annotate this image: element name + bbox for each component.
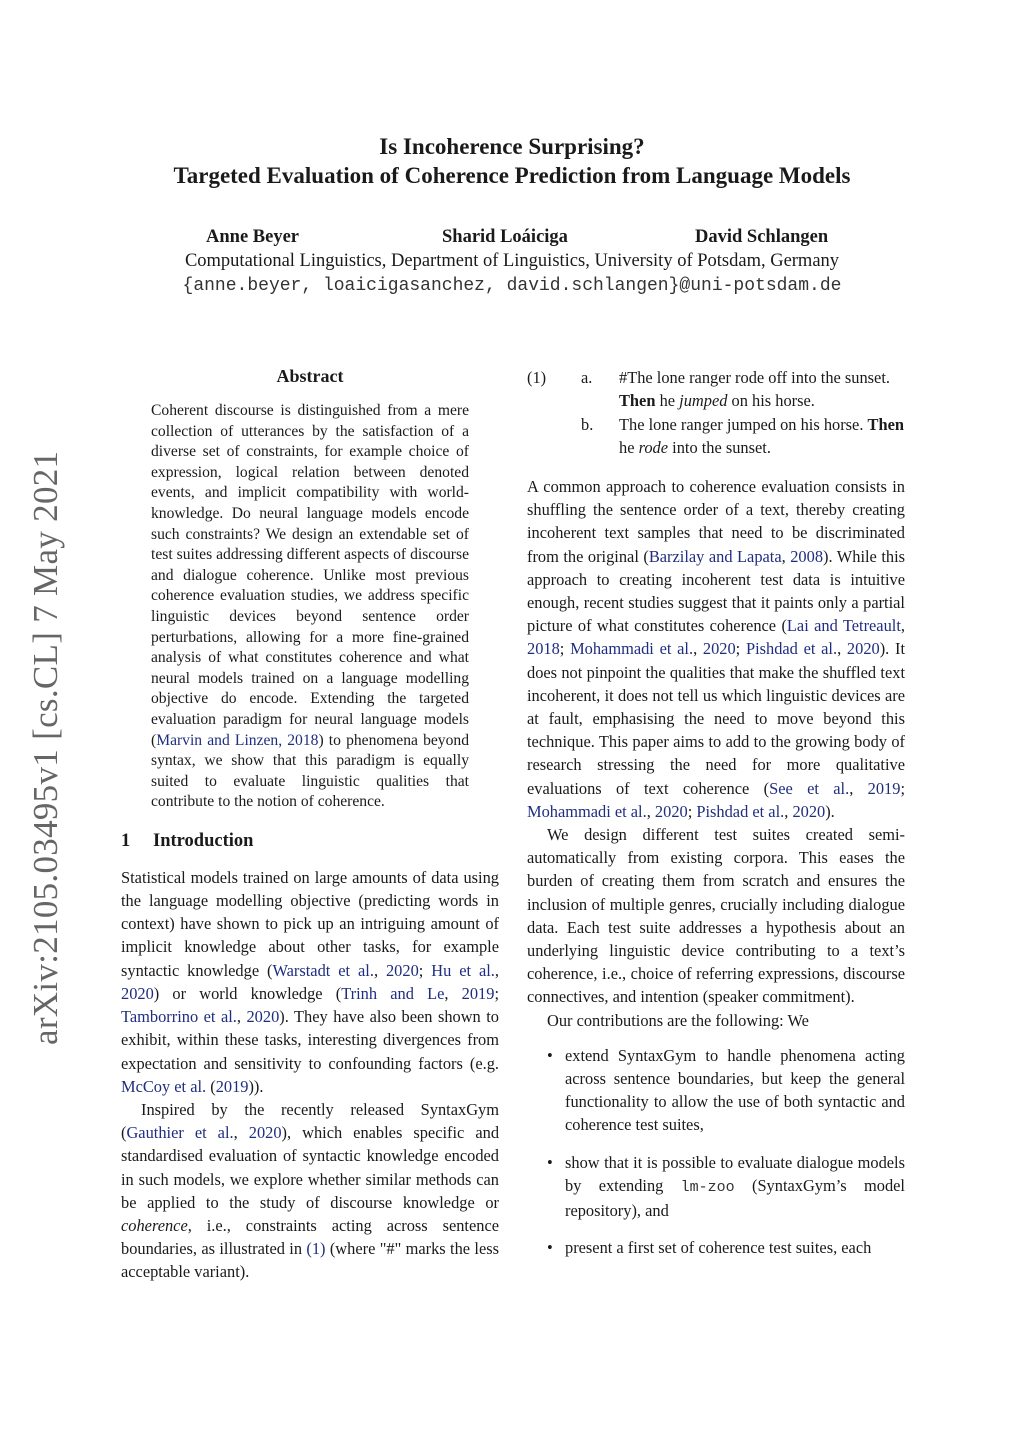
connective: Then xyxy=(619,391,656,411)
citation-link[interactable]: 2019 xyxy=(461,983,495,1003)
example-sentence-end: into the sunset. xyxy=(672,438,771,458)
paragraph-text: ). While this approach to creating incoherent test data is intuitive enough, recent studies suggest that it paints only a partial picture of what constitutes coherence ( xyxy=(527,546,906,636)
paragraph-text: ; xyxy=(559,639,571,659)
citation-link[interactable]: (1) xyxy=(306,1239,326,1259)
citation-link[interactable]: Pishdad et al. xyxy=(745,639,838,659)
abstract-heading: Abstract xyxy=(276,366,344,386)
example-sentence: The lone ranger jumped on his horse. xyxy=(619,415,864,434)
verb: rode xyxy=(638,438,669,458)
body-paragraph-1 xyxy=(527,475,905,823)
citation-link[interactable]: 2020 xyxy=(792,801,826,821)
pronoun: he xyxy=(619,438,635,458)
citation-link[interactable]: Tamborrino et al. xyxy=(121,1007,237,1027)
list-item xyxy=(527,1044,905,1137)
arxiv-identifier: arXiv:2105.03495v1 [cs.CL] 7 May 2021 xyxy=(26,450,65,1045)
paragraph-text: , xyxy=(849,778,868,798)
citation-link[interactable]: 2020 xyxy=(654,801,688,821)
citation-link[interactable]: Warstadt et al. xyxy=(272,960,374,980)
citation-link[interactable]: 2020 xyxy=(121,983,154,1003)
paragraph-text: ; xyxy=(735,639,746,659)
intro-paragraph-1 xyxy=(121,866,499,1098)
paragraph-text: ; xyxy=(900,778,905,798)
intro-paragraph-2 xyxy=(121,1098,499,1284)
paragraph-text: A common approach to coherence evaluation consists in shuffling the sentence order of a text, thereby creating incoherent text samples that need to be discriminated from the original ( xyxy=(527,477,905,566)
linguistic-example xyxy=(527,366,905,461)
connective: Then xyxy=(867,415,904,434)
paragraph-text: , xyxy=(784,801,793,821)
citation-link[interactable]: Lai and Tetreault xyxy=(786,616,901,636)
citation-link[interactable]: 2020 xyxy=(702,639,736,659)
citation-link[interactable]: Mohammadi et al. xyxy=(527,801,647,821)
example-sentence: #The lone ranger rode off into the sunset. xyxy=(619,368,890,387)
paragraph-text: , xyxy=(837,639,847,659)
citation-link[interactable]: Gauthier et al. xyxy=(126,1123,234,1143)
contribution-list xyxy=(527,1044,905,1260)
paragraph-text: , xyxy=(781,546,791,566)
citation-link[interactable]: McCoy et al. xyxy=(121,1076,207,1096)
list-item-text-end: (SyntaxGym’s model repository), and xyxy=(565,1175,905,1221)
paragraph-text: (where "#" marks the less acceptable variant). xyxy=(121,1239,499,1282)
body-paragraph-3: Our contributions are the following: We xyxy=(547,1010,809,1030)
list-item-text: extend SyntaxGym to handle phenomena acting across sentence boundaries, but keep the general functionality to allow the use of both syntactic and coherence test suites, xyxy=(565,1045,905,1135)
citation-link[interactable]: 2019 xyxy=(215,1076,249,1096)
left-column xyxy=(121,366,499,1284)
citation-link[interactable]: 2008 xyxy=(790,546,824,566)
paragraph-text: , xyxy=(373,960,386,980)
paragraph-text: ; xyxy=(418,960,432,980)
section-heading xyxy=(121,831,499,852)
section-number: 1 xyxy=(121,830,131,851)
pronoun: he xyxy=(659,391,676,411)
body-paragraph-2: We design different test suites created semi-automatically from existing corpora. This eases the burden of creating them from scratch and ensures the inclusion of multiple genres, crucially including dialogue data. Each test suite addresses a hypothesis about an underlying linguistic device contributing to a text’s coherence, i.e., choice of referring expressions, discourse connectives, and intention (speaker commitment). xyxy=(527,825,905,1007)
citation-link[interactable]: See et al. xyxy=(769,778,850,798)
paragraph-text: , xyxy=(646,801,655,821)
author-name: Anne Beyer xyxy=(206,227,299,247)
paragraph-text: ( xyxy=(206,1076,216,1096)
paragraph-text: , xyxy=(236,1007,247,1027)
title-line-2: Targeted Evaluation of Coherence Prediction from Language Models xyxy=(173,163,851,188)
affiliation: Computational Linguistics, Department of Linguistics, University of Potsdam, Germany xyxy=(184,251,840,271)
author-emails: {anne.beyer, loaicigasanchez, david.schlangen}@uni-potsdam.de xyxy=(182,276,842,296)
example-label: a. xyxy=(581,368,593,387)
bullet-icon: • xyxy=(547,1045,553,1065)
example-item-a xyxy=(581,366,905,412)
abstract-body xyxy=(151,401,469,813)
citation-link[interactable]: 2020 xyxy=(248,1123,282,1143)
citation-link[interactable]: Trinh and Le xyxy=(341,983,445,1003)
title-line-1: Is Incoherence Surprising? xyxy=(379,134,645,159)
paragraph-text: , xyxy=(233,1123,249,1143)
example-text xyxy=(619,413,905,459)
list-item xyxy=(527,1151,905,1223)
paragraph-text: )). xyxy=(248,1076,264,1096)
paragraph-text: ) or world knowledge ( xyxy=(153,983,342,1003)
emphasis-text: coherence xyxy=(121,1215,188,1235)
list-item xyxy=(527,1236,905,1259)
citation-link[interactable]: 2018 xyxy=(527,639,560,659)
paragraph-text: Inspired by the recently released SyntaxGym ( xyxy=(121,1099,499,1143)
paragraph-text: , xyxy=(494,960,499,980)
citation-link[interactable]: Mohammadi et al. xyxy=(570,639,694,659)
paragraph-text: , xyxy=(444,983,462,1003)
code-term: lm-zoo xyxy=(680,1178,735,1196)
paragraph-text: , xyxy=(693,639,703,659)
list-item-text: present a first set of coherence test suites, each xyxy=(565,1238,872,1258)
verb: jumped xyxy=(679,391,728,411)
citation-link[interactable]: Barzilay and Lapata xyxy=(648,546,782,566)
section-title: Introduction xyxy=(153,830,254,851)
example-item-b xyxy=(581,413,905,459)
paragraph-text: ; xyxy=(494,983,499,1003)
paragraph-text: ). They have also been shown to exhibit, within these tasks, interesting divergences from expectation and sensitivity to confounding factors (e.g. xyxy=(121,1007,499,1073)
paragraph-text: ), which enables specific and standardised evaluation of syntactic knowledge encoded in such models, we explore whether similar methods can be applied to the study of discourse knowledge or xyxy=(121,1123,500,1212)
paragraph-text: ; xyxy=(687,801,697,821)
citation-link[interactable]: Marvin and Linzen, 2018 xyxy=(156,731,319,749)
citation-link[interactable]: Hu et al. xyxy=(431,960,495,980)
citation-link[interactable]: 2020 xyxy=(246,1007,280,1027)
paragraph-text: , i.e., constraints acting across sentence boundaries, as illustrated in xyxy=(121,1215,499,1259)
citation-link[interactable]: Pishdad et al. xyxy=(696,801,785,821)
right-column xyxy=(527,366,905,1274)
example-sentence-end: on his horse. xyxy=(731,391,815,411)
citation-link[interactable]: 2019 xyxy=(867,778,901,798)
paragraph-text: Statistical models trained on large amounts of data using the language modelling objective (predicting words in context) have shown to pick up an intriguing amount of implicit knowledge about other tasks, for example syntactic knowledge ( xyxy=(121,867,499,980)
author-name: Sharid Loáiciga xyxy=(442,227,568,247)
example-text xyxy=(619,366,905,412)
paragraph-text: , xyxy=(900,616,905,636)
abstract-text: Coherent discourse is distinguished from a mere collection of utterances by the satisfaction of a diverse set of constraints, for example choice of expression, logical relation between denoted events, and implicit compatibility with world-knowledge. Do neural language models encode such constraints? We design an extendable set of test suites addressing different aspects of discourse and dialogue coherence. Unlike most previous coherence evaluation studies, we address specific linguistic devices beyond sentence order perturbations, allowing for a more fine-grained analysis of what constitutes coherence and what neural models trained on a language modelling objective do encode. Extending the targeted evaluation paradigm for neural language models ( xyxy=(151,402,469,749)
example-number: (1) xyxy=(527,368,547,387)
citation-link[interactable]: 2020 xyxy=(385,960,419,980)
example-label: b. xyxy=(581,415,594,434)
abstract-text-end: ) to phenomena beyond syntax, we show that this paradigm is equally suited to evaluate linguistic qualities that contribute to the notion of coherence. xyxy=(151,731,469,811)
bullet-icon: • xyxy=(547,1152,553,1172)
bullet-icon: • xyxy=(547,1238,553,1258)
list-item-text: show that it is possible to evaluate dialogue models by extending xyxy=(565,1152,905,1195)
paper-title xyxy=(0,132,1024,190)
paragraph-text: ). xyxy=(825,801,835,821)
citation-link[interactable]: 2020 xyxy=(846,639,880,659)
paragraph-text: ). It does not pinpoint the qualities that make the shuffled text incoherent, it does not tell us which linguistic devices are at fault, emphasising the need to move beyond this technique. This paper aims to add to the growing body of research stressing the need for more qualitative evaluations of text coherence ( xyxy=(527,639,905,798)
author-name: David Schlangen xyxy=(695,227,829,247)
